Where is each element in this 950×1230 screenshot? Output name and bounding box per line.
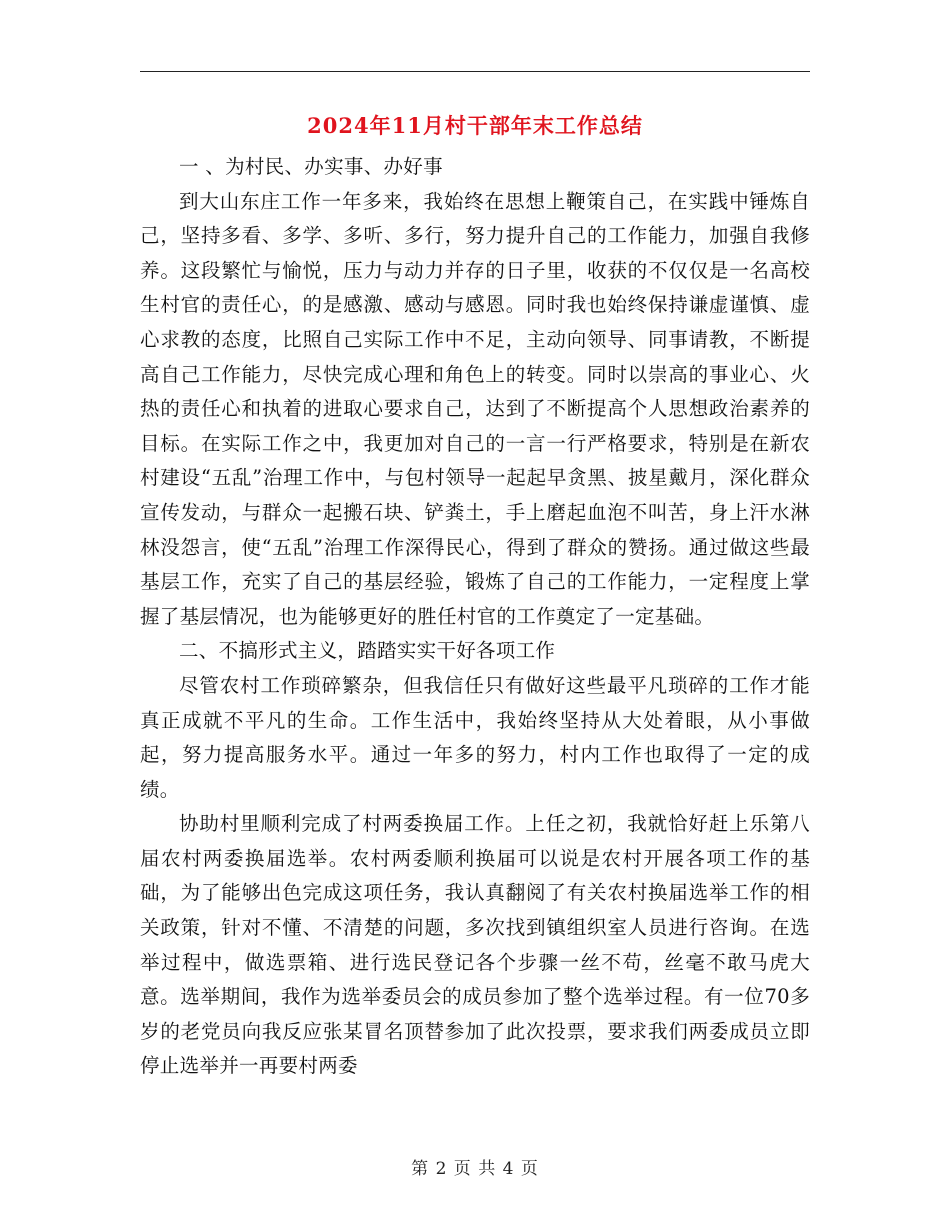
paragraph-2: 尽管农村工作琐碎繁杂，但我信任只有做好这些最平凡琐碎的工作才能真正成就不平凡的生命。工作生活中，我始终坚持从大处着眼，从小事做起，努力提高服务水平。通过一年多的努力，村内工作也取得了一定的成绩。 (140, 673, 810, 801)
paragraph-3: 协助村里顺利完成了村两委换届工作。上任之初，我就恰好赶上乐第八届农村两委换届选举。农村两委顺利换届可以说是农村开展各项工作的基础，为了能够出色完成这项任务，我认真翻阅了有关农村换届选举工作的相关政策，针对不懂、不清楚的问题，多次找到镇组织室人员进行咨询。在选举过程中，做选票箱、进行选民登记各个步骤一丝不苟，丝毫不敢马虎大意。选举期间，我作为选举委员会的成员参加了整个选举过程。有一位70多岁的老党员向我反应张某冒名顶替参加了此次投票，要求我们两委成员立即停止选举并一再要村两委 (140, 812, 810, 1078)
section-heading-1: 一 、为村民、办实事、办好事 (179, 155, 443, 178)
document-body (140, 150, 810, 1084)
section-heading-2: 二、不搞形式主义，踏踏实实干好各项工作 (179, 639, 556, 663)
document-title: 2024年11月村干部年末工作总结 (307, 113, 643, 138)
page-footer: 第 2 页 共 4 页 (411, 1159, 539, 1179)
header-rule (140, 71, 810, 72)
paragraph-1: 到大山东庄工作一年多来，我始终在思想上鞭策自己，在实践中锤炼自己，坚持多看、多学、多听、多行，努力提升自己的工作能力，加强自我修养。这段繁忙与愉悦，压力与动力并存的日子里，收获的不仅仅是一名高校生村官的责任心，的是感激、感动与感恩。同时我也始终保持谦虚谨慎、虚心求教的态度，比照自己实际工作中不足，主动向领导、同事请教，不断提高自己工作能力，尽快完成心理和角色上的转变。同时以崇高的事业心、火热的责任心和执着的进取心要求自己，达到了不断提高个人思想政治素养的目标。在实际工作之中，我更加对自己的一言一行严格要求，特别是在新农村建设“五乱”治理工作中，与包村领导一起起早贪黑、披星戴月，深化群众宣传发动，与群众一起搬石块、铲粪土，手上磨起血泡不叫苦，身上汗水淋林没怨言，使“五乱”治理工作深得民心，得到了群众的赞扬。通过做这些最基层工作，充实了自己的基层经验，锻炼了自己的工作能力，一定程度上掌握了基层情况，也为能够更好的胜任村官的工作奠定了一定基础。 (140, 189, 810, 628)
